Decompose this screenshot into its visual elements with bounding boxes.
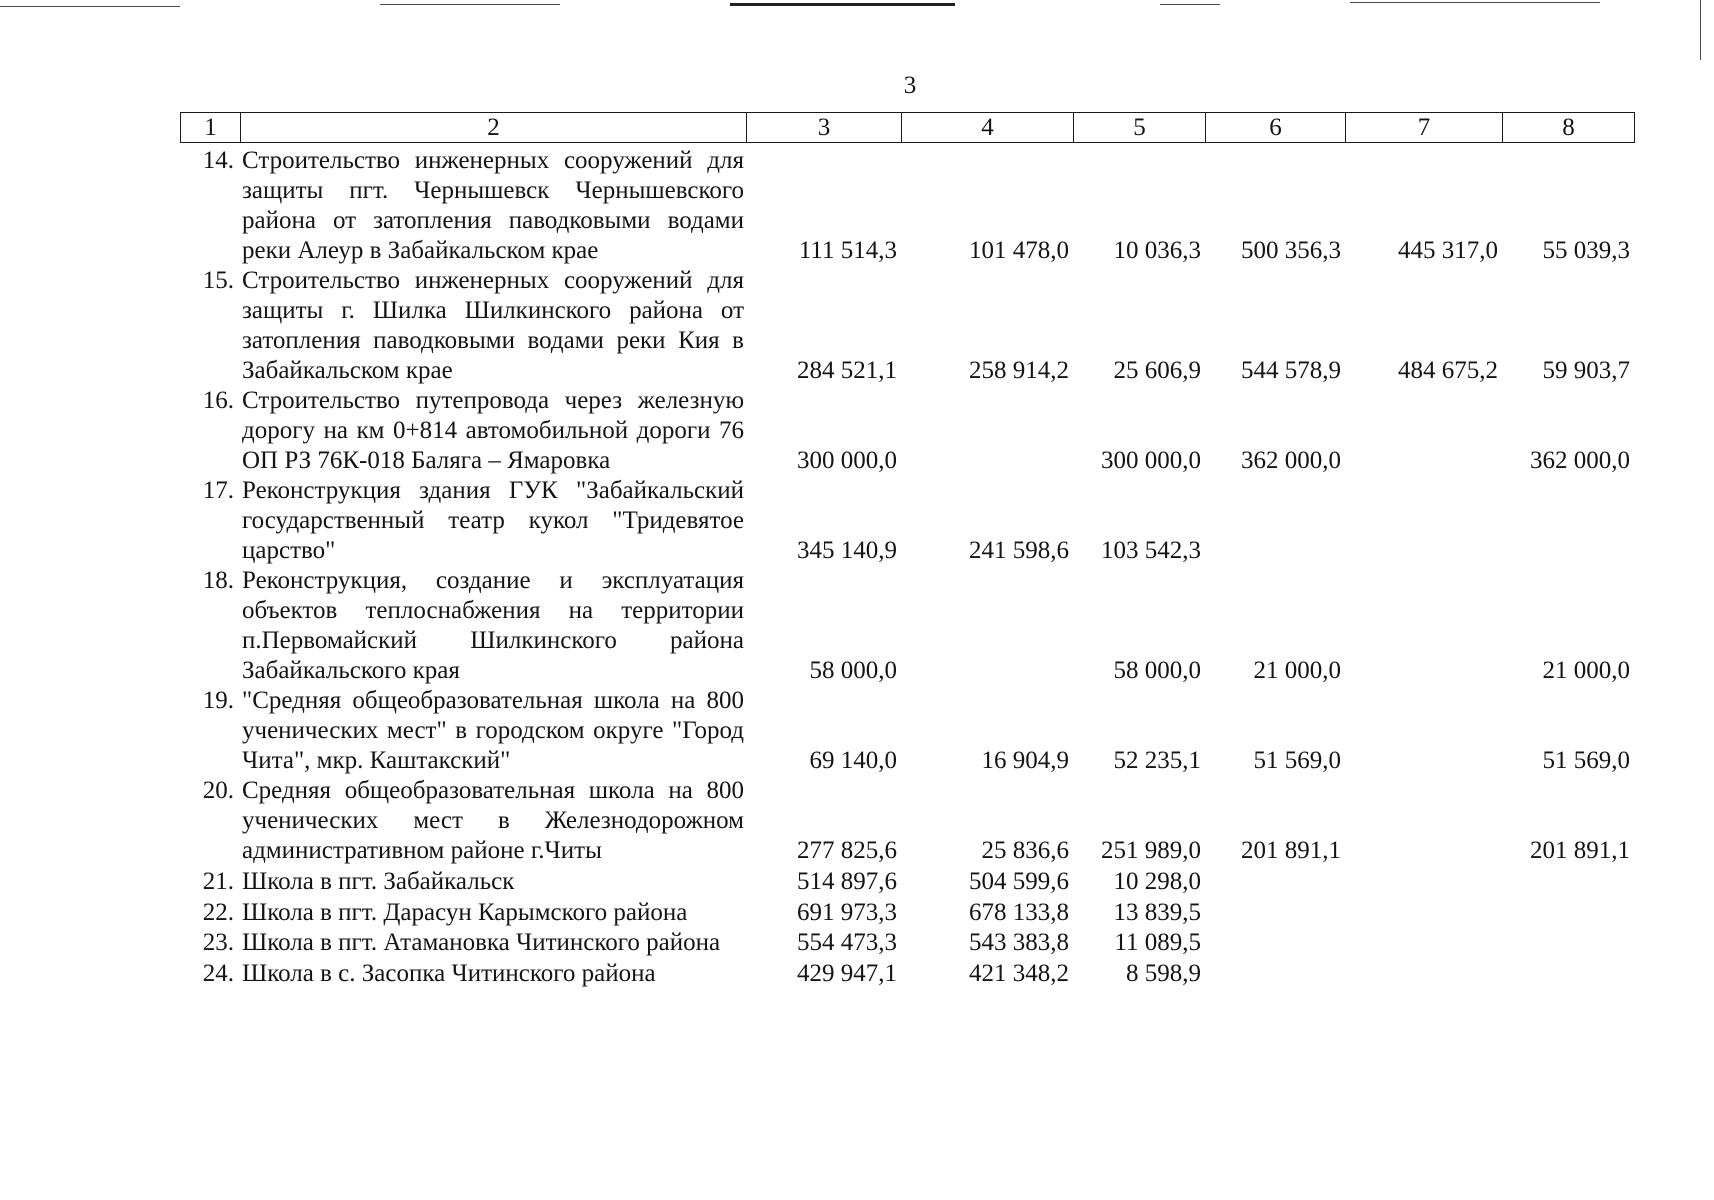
project-name: Школа в пгт. Забайкальск	[242, 868, 515, 895]
column-header-4: 4	[902, 113, 1074, 143]
scan-artifact-line	[380, 4, 560, 5]
project-name: "Средняя общеобразовательная школа на 800 ученических мест" в городском округе "Город Чита", мкр. Каштакский"	[242, 687, 744, 774]
value-col-6: 201 891,1	[1241, 837, 1341, 864]
value-col-8: 51 569,0	[1542, 747, 1630, 774]
value-col-7	[1345, 476, 1502, 566]
value-col-3: 691 973,3	[797, 899, 897, 926]
value-col-3: 284 521,1	[797, 357, 897, 384]
project-name: Школа в пгт. Атамановка Читинского района	[242, 929, 721, 956]
value-col-5: 25 606,9	[1113, 357, 1201, 384]
table-row	[180, 897, 1634, 928]
value-col-6	[1205, 958, 1345, 989]
column-header-8: 8	[1503, 113, 1635, 143]
value-col-8	[1502, 928, 1634, 958]
value-col-7	[1345, 566, 1502, 686]
value-col-8	[1502, 958, 1634, 989]
value-col-7: 445 317,0	[1398, 237, 1498, 264]
value-col-3: 277 825,6	[797, 837, 897, 864]
value-col-7	[1345, 928, 1502, 958]
scan-artifact-line	[0, 6, 180, 7]
column-number-header	[180, 112, 1635, 143]
column-header-6: 6	[1206, 113, 1346, 143]
value-col-6: 51 569,0	[1253, 747, 1341, 774]
column-header-3: 3	[747, 113, 902, 143]
value-col-4: 258 914,2	[969, 357, 1069, 384]
value-col-3: 111 514,3	[798, 237, 897, 264]
value-col-3: 514 897,6	[797, 868, 897, 895]
value-col-8	[1502, 866, 1634, 897]
value-col-8: 201 891,1	[1530, 837, 1630, 864]
value-col-6: 21 000,0	[1253, 657, 1341, 684]
value-col-6	[1205, 897, 1345, 928]
value-col-8	[1502, 476, 1634, 566]
value-col-3: 69 140,0	[809, 747, 897, 774]
table-row	[180, 476, 1634, 566]
row-number: 14.	[202, 147, 234, 174]
value-col-5: 10 298,0	[1113, 868, 1201, 895]
value-col-4: 421 348,2	[969, 960, 1069, 987]
value-col-6: 544 578,9	[1241, 357, 1341, 384]
table-row	[180, 386, 1634, 476]
row-number: 23.	[202, 929, 234, 956]
value-col-4: 543 383,8	[969, 929, 1069, 956]
value-col-7	[1345, 866, 1502, 897]
value-col-4	[901, 386, 1073, 476]
value-col-6	[1205, 476, 1345, 566]
value-col-5: 300 000,0	[1101, 447, 1201, 474]
project-name: Школа в пгт. Дарасун Карымского района	[242, 899, 688, 926]
row-number: 22.	[202, 899, 234, 926]
value-col-7: 484 675,2	[1398, 357, 1498, 384]
scan-artifact-line	[1350, 2, 1600, 3]
scan-artifact-line	[730, 3, 955, 6]
value-col-5: 8 598,9	[1126, 960, 1201, 987]
value-col-3: 429 947,1	[797, 960, 897, 987]
row-number: 18.	[202, 567, 234, 594]
value-col-7	[1345, 958, 1502, 989]
row-number: 24.	[202, 960, 234, 987]
project-name: Реконструкция, создание и эксплуатация объектов теплоснабжения на территории п.Первомайский Шилкинского района Забайкальского края	[242, 567, 744, 684]
value-col-8	[1502, 897, 1634, 928]
column-header-1: 1	[181, 113, 241, 143]
row-number: 16.	[202, 387, 234, 414]
row-number: 19.	[202, 687, 234, 714]
row-number: 21.	[202, 868, 234, 895]
row-number: 15.	[202, 267, 234, 294]
page-number: 3	[903, 72, 917, 99]
value-col-6	[1205, 928, 1345, 958]
value-col-8: 55 039,3	[1542, 237, 1630, 264]
project-name: Школа в с. Засопка Читинского района	[242, 960, 656, 987]
value-col-6	[1205, 866, 1345, 897]
column-header-2: 2	[241, 113, 747, 143]
value-col-5: 251 989,0	[1101, 837, 1201, 864]
value-col-5: 52 235,1	[1113, 747, 1201, 774]
project-name: Строительство инженерных сооружений для защиты пгт. Чернышевск Чернышевского района от затопления паводковыми водами реки Алеур в Забайкальском крае	[242, 147, 744, 264]
project-table	[180, 146, 1634, 989]
scan-artifact-line	[1700, 0, 1701, 60]
table-row	[180, 266, 1634, 386]
column-header-7: 7	[1346, 113, 1503, 143]
value-col-4: 101 478,0	[969, 237, 1069, 264]
project-name: Реконструкция здания ГУК "Забайкальский государственный театр кукол "Тридевятое царство"	[242, 477, 744, 564]
value-col-6: 362 000,0	[1241, 447, 1341, 474]
value-col-7	[1345, 686, 1502, 776]
row-number: 20.	[202, 777, 234, 804]
column-header-5: 5	[1074, 113, 1206, 143]
value-col-5: 58 000,0	[1113, 657, 1201, 684]
value-col-4: 16 904,9	[981, 747, 1069, 774]
value-col-8: 59 903,7	[1542, 357, 1630, 384]
value-col-7	[1345, 386, 1502, 476]
value-col-3: 554 473,3	[797, 929, 897, 956]
value-col-4: 25 836,6	[981, 837, 1069, 864]
value-col-3: 58 000,0	[809, 657, 897, 684]
value-col-5: 11 089,5	[1114, 929, 1201, 956]
table-row	[180, 146, 1634, 266]
table-row	[180, 958, 1634, 989]
value-col-3: 345 140,9	[797, 537, 897, 564]
project-name: Средняя общеобразовательная школа на 800 ученических мест в Железнодорожном административном районе г.Читы	[242, 777, 744, 864]
value-col-8: 21 000,0	[1542, 657, 1630, 684]
value-col-4	[901, 566, 1073, 686]
project-name: Строительство инженерных сооружений для защиты г. Шилка Шилкинского района от затопления паводковыми водами реки Кия в Забайкальском крае	[242, 267, 744, 384]
table-row	[180, 566, 1634, 686]
table-row	[180, 928, 1634, 958]
value-col-4: 504 599,6	[969, 868, 1069, 895]
value-col-4: 241 598,6	[969, 537, 1069, 564]
value-col-7	[1345, 776, 1502, 866]
value-col-7	[1345, 897, 1502, 928]
value-col-3: 300 000,0	[797, 447, 897, 474]
project-name: Строительство путепровода через железную дорогу на км 0+814 автомобильной дороги 76 ОП РЗ 76К-018 Баляга – Ямаровка	[242, 387, 744, 474]
table-row	[180, 776, 1634, 866]
value-col-5: 13 839,5	[1113, 899, 1201, 926]
value-col-8: 362 000,0	[1530, 447, 1630, 474]
table-row	[180, 866, 1634, 897]
table-row	[180, 686, 1634, 776]
row-number: 17.	[202, 477, 234, 504]
value-col-5: 10 036,3	[1113, 237, 1201, 264]
value-col-4: 678 133,8	[969, 899, 1069, 926]
value-col-5: 103 542,3	[1101, 537, 1201, 564]
value-col-6: 500 356,3	[1241, 237, 1341, 264]
scan-artifact-line	[1160, 4, 1220, 5]
